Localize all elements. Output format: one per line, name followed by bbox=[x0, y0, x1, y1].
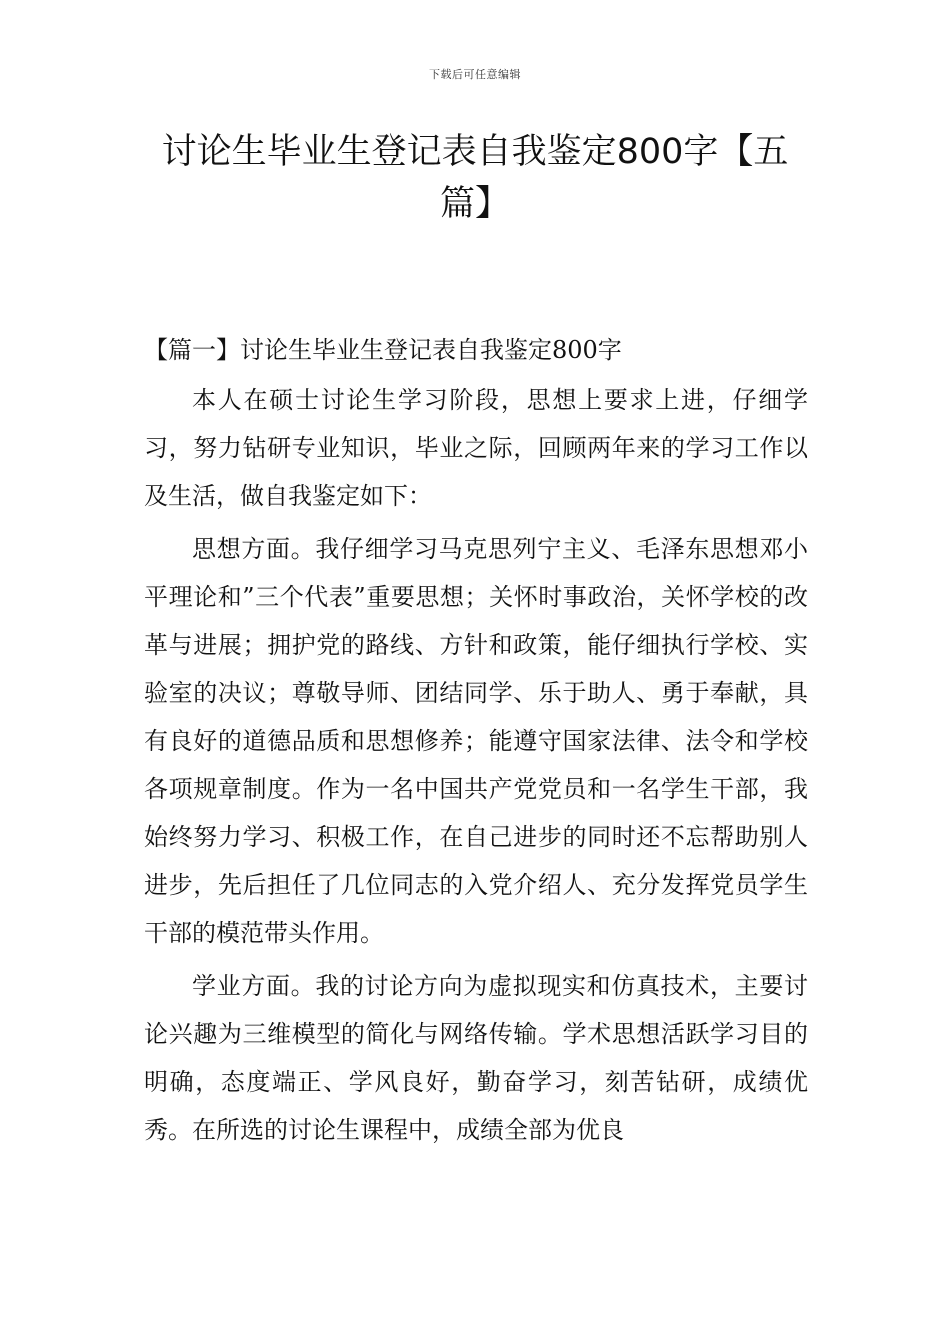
paragraph-ideology: 思想方面。我仔细学习马克思列宁主义、毛泽东思想邓小平理论和”三个代表”重要思想；关怀时事政治，关怀学校的改革与进展；拥护党的路线、方针和政策，能仔细执行学校、实验室的决议；尊敬导师、团结同学、乐于助人、勇于奉献，具有良好的道德品质和思想修养；能遵守国家法律、法令和学校各项规章制度。作为一名中国共产党党员和一名学生干部，我始终努力学习、积极工作，在自己进步的同时还不忘帮助别人进步，先后担任了几位同志的入党介绍人、充分发挥党员学生干部的模范带头作用。 bbox=[144, 535, 808, 947]
paragraph-academics: 学业方面。我的讨论方向为虚拟现实和仿真技术，主要讨论兴趣为三维模型的简化与网络传输。学术思想活跃学习目的明确，态度端正、学风良好，勤奋学习，刻苦钻研，成绩优秀。在所选的讨论生课程中，成绩全部为优良 bbox=[144, 972, 808, 1144]
document-title: 讨论生毕业生登记表自我鉴定800字【五篇】 bbox=[161, 132, 789, 224]
paragraph-intro: 本人在硕士讨论生学习阶段，思想上要求上进，仔细学习，努力钻研专业知识，毕业之际，回顾两年来的学习工作以及生活，做自我鉴定如下： bbox=[144, 386, 808, 510]
section-heading: 【篇一】讨论生毕业生登记表自我鉴定800字 bbox=[144, 336, 622, 364]
page-header-note: 下载后可任意编辑 bbox=[429, 68, 521, 81]
document-body bbox=[144, 326, 808, 1159]
